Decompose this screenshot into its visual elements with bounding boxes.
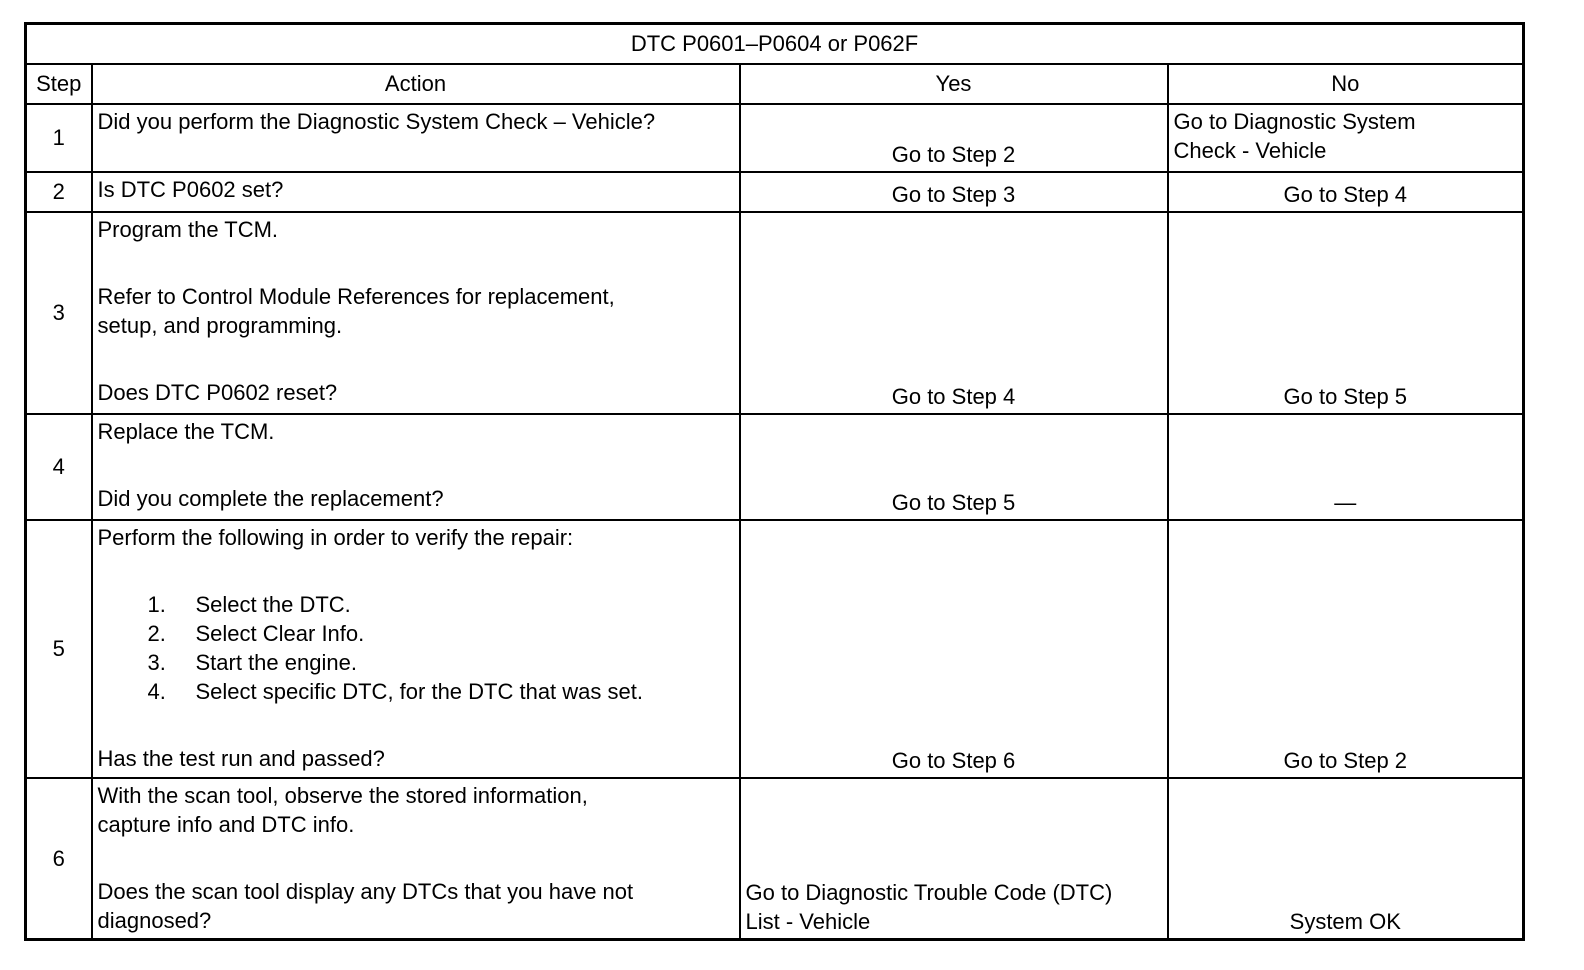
yes-text: List - Vehicle xyxy=(745,909,871,934)
yes-cell: Go to Step 2 xyxy=(740,104,1168,172)
dtc-table xyxy=(24,22,1525,941)
yes-cell: Go to Step 5 xyxy=(740,414,1168,520)
table-row xyxy=(26,104,1524,172)
action-text: Replace the TCM. xyxy=(97,418,275,444)
step-number: 3 xyxy=(26,212,92,414)
action-cell xyxy=(92,172,740,212)
yes-text: Go to Diagnostic Trouble Code (DTC) xyxy=(745,880,1113,905)
list-item-text: Select Clear Info. xyxy=(195,620,365,646)
action-text: capture info and DTC info. xyxy=(97,811,355,837)
action-question: Did you complete the replacement? xyxy=(97,485,444,511)
list-item xyxy=(148,648,734,677)
action-question: Does the scan tool display any DTCs that you have not xyxy=(97,878,634,904)
action-cell xyxy=(92,778,740,940)
no-cell: Go to Step 4 xyxy=(1168,172,1524,212)
action-cell xyxy=(92,414,740,520)
action-question: Has the test run and passed? xyxy=(97,745,385,771)
yes-cell xyxy=(740,778,1168,940)
action-question: Does DTC P0602 reset? xyxy=(97,379,338,405)
header-yes: Yes xyxy=(740,64,1168,104)
list-item xyxy=(148,590,734,619)
table-row xyxy=(26,172,1524,212)
no-text: Go to Diagnostic System xyxy=(1173,108,1416,134)
list-item-number: 1. xyxy=(147,591,166,617)
table-row xyxy=(26,778,1524,940)
list-item-number: 2. xyxy=(147,620,166,646)
action-cell xyxy=(92,104,740,172)
list-item xyxy=(148,619,734,648)
action-cell xyxy=(92,212,740,414)
action-text: setup, and programming. xyxy=(97,312,343,338)
no-cell: — xyxy=(1168,414,1524,520)
no-cell xyxy=(1168,104,1524,172)
list-item-text: Select the DTC. xyxy=(195,591,351,617)
no-cell: Go to Step 2 xyxy=(1168,520,1524,778)
yes-cell: Go to Step 4 xyxy=(740,212,1168,414)
header-step: Step xyxy=(26,64,92,104)
header-action: Action xyxy=(92,64,740,104)
step-number: 6 xyxy=(26,778,92,940)
yes-cell: Go to Step 3 xyxy=(740,172,1168,212)
action-text: Program the TCM. xyxy=(97,216,279,242)
action-text: Did you perform the Diagnostic System Check – Vehicle? xyxy=(97,108,656,134)
list-item-text: Start the engine. xyxy=(195,649,357,675)
no-cell: Go to Step 5 xyxy=(1168,212,1524,414)
table-row xyxy=(26,212,1524,414)
table-row xyxy=(26,414,1524,520)
action-text: Refer to Control Module References for replacement, xyxy=(97,283,615,309)
list-item xyxy=(148,677,734,706)
action-question: diagnosed? xyxy=(97,907,212,933)
step-number: 2 xyxy=(26,172,92,212)
yes-cell: Go to Step 6 xyxy=(740,520,1168,778)
step-number: 5 xyxy=(26,520,92,778)
no-text: Check - Vehicle xyxy=(1173,137,1327,163)
step-number: 4 xyxy=(26,414,92,520)
action-text: Perform the following in order to verify the repair: xyxy=(97,524,574,550)
step-number: 1 xyxy=(26,104,92,172)
list-item-number: 3. xyxy=(147,649,166,675)
action-text: Is DTC P0602 set? xyxy=(97,176,284,202)
table-title: DTC P0601–P0604 or P062F xyxy=(26,24,1524,64)
action-text: With the scan tool, observe the stored information, xyxy=(97,782,588,808)
no-cell: System OK xyxy=(1168,778,1524,940)
list-item-text: Select specific DTC, for the DTC that was set. xyxy=(195,678,643,704)
action-cell xyxy=(92,520,740,778)
header-no: No xyxy=(1168,64,1524,104)
procedure-list xyxy=(98,590,734,706)
table-row xyxy=(26,520,1524,778)
list-item-number: 4. xyxy=(147,678,166,704)
